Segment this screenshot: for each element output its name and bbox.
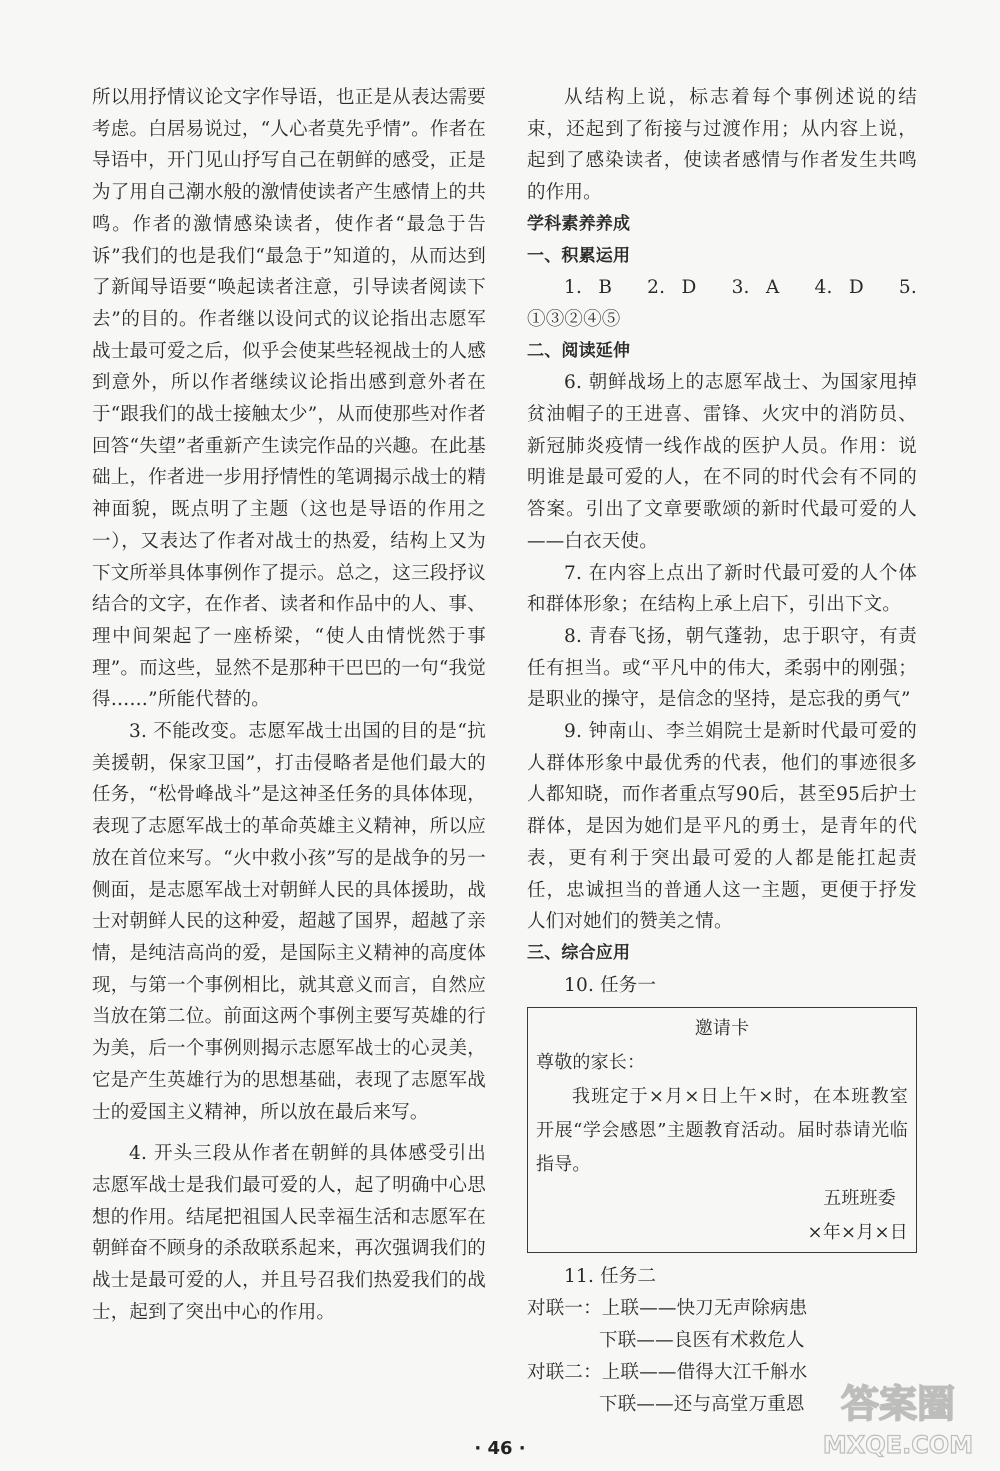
watermark-sub-text: MXQE.COM (822, 1431, 974, 1459)
answer-9: 9. 钟南山、李兰娟院士是新时代最可爱的人群体形象中最优秀的代表，他们的事迹很多人都知晓，而作者重点写90后，甚至95后护士群体，是因为她们是平凡的勇士，是青年的代表，更有利于突出最可爱的人都是能扛起责任，忠诚担当的普通人这一主题，更便于抒发人们对她们的赞美之情。 (527, 721, 917, 933)
answer-8: 8. 青春飞扬，朝气蓬勃，忠于职守，有责任有担当。或“平凡中的伟大，柔弱中的刚强；是职业的操守，是信念的坚持，是忘我的勇气” (527, 625, 917, 711)
couplet-line: 下联——还与高堂万重恩 (599, 1394, 805, 1416)
couplet-line: 对联一：上联——快刀无声除病患 (527, 1298, 808, 1320)
task-1-label: 10. 任务一 (564, 974, 657, 996)
couplet-line: 对联二：上联——借得大江千斛水 (527, 1362, 808, 1384)
paragraph-intro-analysis: 所以用抒情议论文字作导语，也正是从表达需要考虑。白居易说过，“人心者莫先乎情”。作者在导语中，开门见山抒写自己在朝鲜的感受，正是为了用自己潮水般的激情使读者产生感情上的共鸣。作者的激情感染读者，使作者“最急于告诉”我们的也是我们“最急于”知道的，从而达到了新闻导语要“唤起读者注意，引导读者阅读下去”的目的。作者继以设问式的议论指出志愿军战士最可爱之后，似乎会使某些轻视战士的人感到意外，所以作者继续议论指出感到意外者在于“跟我们的战士接触太少”，从而使那些对作者回答“失望”者重新产生读完作品的兴趣。在此基础上，作者进一步用抒情性的笔调揭示战士的精神面貌，既点明了主题（这也是导语的作用之一），又表达了作者对战士的热爱，结构上又为下文所举具体事例作了提示。总之，这三段抒议结合的文字，在作者、读者和作品中的人、事、理中间架起了一座桥梁，“使人由情恍然于事理”。而这些，显然不是那种干巴巴的一句“我觉得……”所能代替的。 (92, 87, 486, 711)
card-date: ×年×月×日 (807, 1222, 908, 1244)
answer-3: 3. 不能改变。志愿军战士出国的目的是“抗美援朝，保家卫国”，打击侵略者是他们最大的任务，“松骨峰战斗”是这神圣任务的具体体现，表现了志愿军战士的革命英雄主义精神，所以应放在首位来写。“火中救小孩”写的是战争的另一侧面，是志愿军战士对朝鲜人民的具体援助，战士对朝鲜人民的这种爱，超越了国界，超越了亲情，是纯洁高尚的爱，是国际主义精神的高度体现，与第一个事例相比，就其意义而言，自然应当放在第二位。前面这两个事例主要写英雄的行为美，后一个事例则揭示志愿军战士的心灵美，它是产生英雄行为的思想基础，表现了志愿军战士的爱国主义精神，所以放在最后来写。 (92, 721, 486, 1123)
card-salutation: 尊敬的家长： (536, 1052, 646, 1074)
card-body: 我班定于×月×日上午×时，在本班教室开展“学会感恩”主题教育活动。届时恭请光临指导。 (536, 1086, 908, 1176)
invitation-card (527, 1007, 917, 1253)
couplet-line: 下联——良医有术救危人 (599, 1330, 805, 1352)
left-column (92, 82, 486, 1328)
answer-6: 6. 朝鲜战场上的志愿军战士、为国家甩掉贫油帽子的王进喜、雷锋、火灾中的消防员、新冠肺炎疫情一线作战的医护人员。作用：说明谁是最可爱的人，在不同的时代会有不同的答案。引出了文章要歌颂的新时代最可爱的人——白衣天使。 (527, 372, 917, 552)
section-heading-3: 三、综合应用 (527, 942, 631, 963)
right-column (527, 82, 917, 1421)
answer-7: 7. 在内容上点出了新时代最可爱的人个体和群体形象；在结构上承上启下，引出下文。 (527, 562, 917, 616)
answer-4: 4. 开头三段从作者在朝鲜的具体感受引出志愿军战士是我们最可爱的人，起了明确中心思想的作用。结尾把祖国人民幸福生活和志愿军在朝鲜奋不顾身的杀敌联系起来，再次强调我们的战士是最可爱的人，并且号召我们热爱我们的战士，起到了突出中心的作用。 (92, 1143, 486, 1323)
paragraph-structure: 从结构上说，标志着每个事例述说的结束，还起到了衔接与过渡作用；从内容上说，起到了感染读者，使读者感情与作者发生共鸣的作用。 (527, 87, 917, 204)
section-heading-1: 一、积累运用 (527, 245, 631, 266)
watermark-main-text: 答案圈 (840, 1382, 956, 1426)
card-title: 邀请卡 (694, 1018, 750, 1040)
watermark-logo (798, 1371, 994, 1463)
page-number: · 46 · (474, 1438, 526, 1459)
task-2-label: 11. 任务二 (564, 1266, 657, 1288)
answer-list-1-5: 1. B 2. D 3. A 4. D 5. ①③②④⑤ (527, 277, 917, 330)
section-heading-2: 二、阅读延伸 (527, 340, 631, 361)
card-signer: 五班班委 (823, 1188, 896, 1210)
section-heading-main: 学科素养养成 (527, 213, 631, 234)
